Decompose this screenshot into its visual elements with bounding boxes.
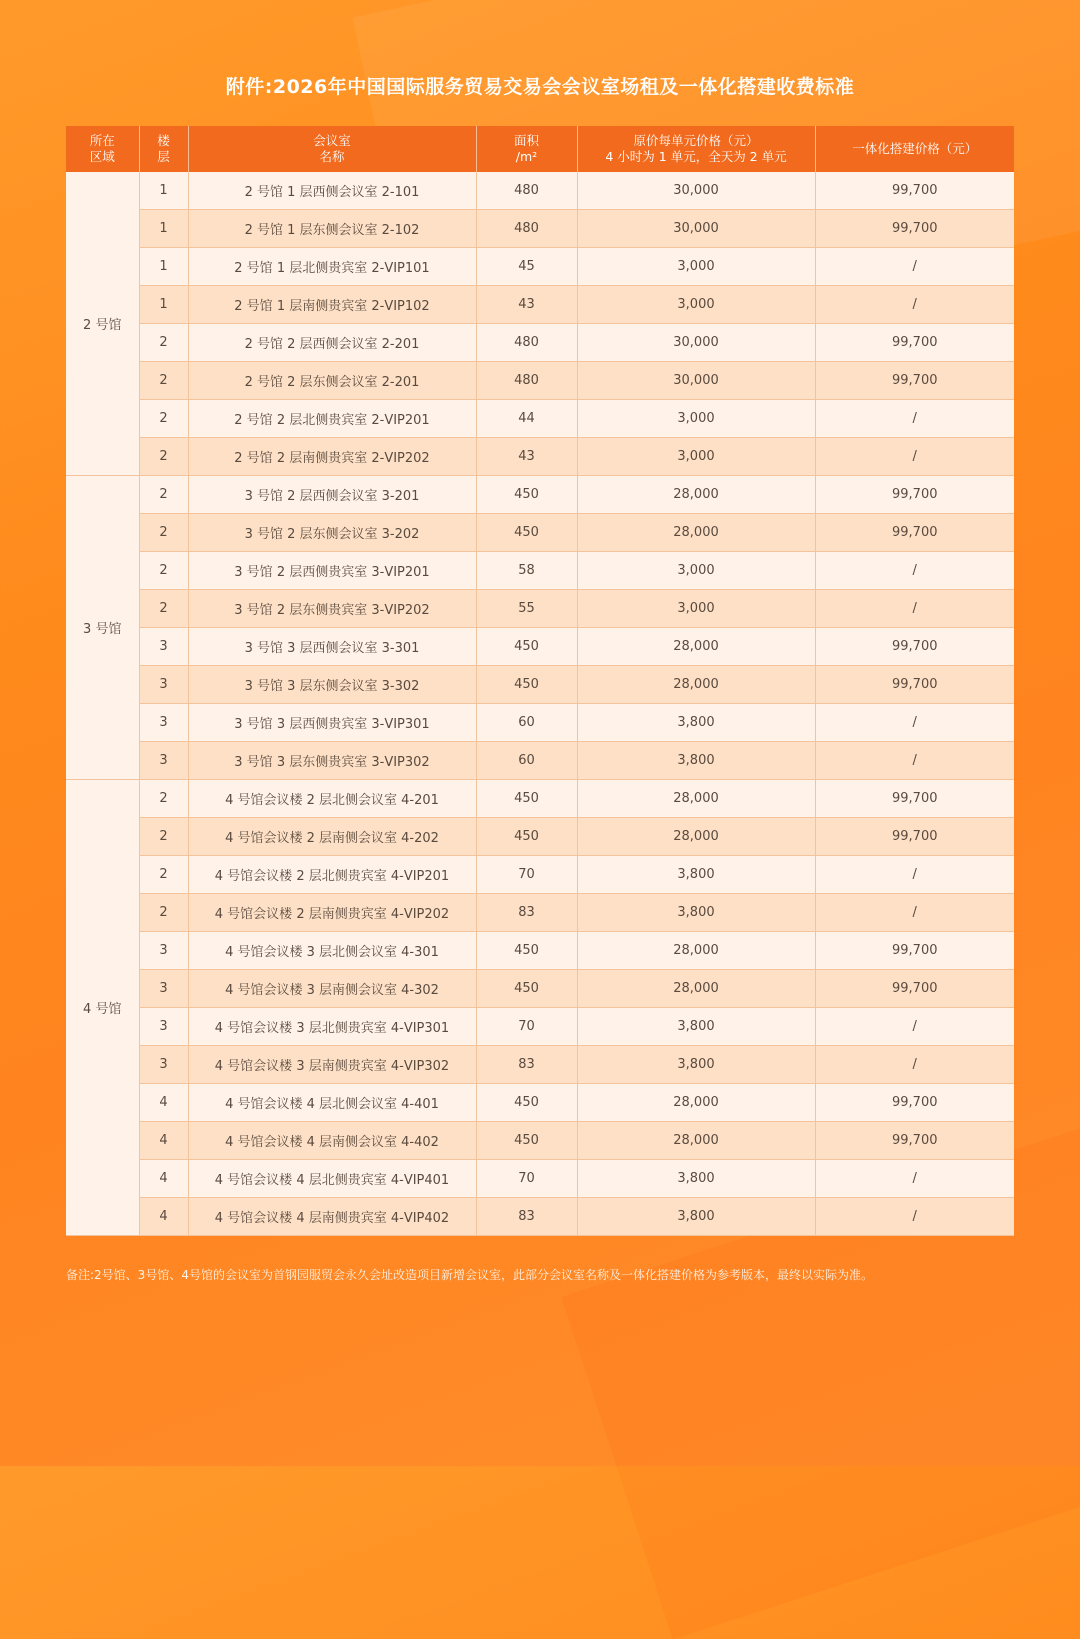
table-row [66, 400, 1014, 438]
table-row [66, 1160, 1014, 1198]
table-row [66, 248, 1014, 286]
build-price-cell: 99,700 [815, 780, 1014, 818]
floor-cell: 1 [139, 210, 188, 248]
build-price-cell: / [815, 1160, 1014, 1198]
area-cell: 450 [476, 1084, 577, 1122]
build-price-cell: / [815, 1198, 1014, 1236]
floor-cell: 4 [139, 1160, 188, 1198]
table-row [66, 704, 1014, 742]
unit-price-cell: 28,000 [577, 1122, 815, 1160]
floor-cell: 3 [139, 1046, 188, 1084]
build-price-cell: 99,700 [815, 818, 1014, 856]
unit-price-cell: 28,000 [577, 628, 815, 666]
table-row [66, 590, 1014, 628]
table-row [66, 438, 1014, 476]
unit-price-cell: 3,000 [577, 438, 815, 476]
area-cell: 450 [476, 970, 577, 1008]
room-name-cell: 4 号馆会议楼 3 层北侧会议室 4-301 [188, 932, 476, 970]
room-name-cell: 4 号馆会议楼 2 层南侧贵宾室 4-VIP202 [188, 894, 476, 932]
build-price-cell: 99,700 [815, 932, 1014, 970]
room-name-cell: 4 号馆会议楼 4 层南侧贵宾室 4-VIP402 [188, 1198, 476, 1236]
area-cell: 450 [476, 666, 577, 704]
header-price-line2: 4 小时为 1 单元，全天为 2 单元 [605, 149, 787, 164]
unit-price-cell: 3,800 [577, 1198, 815, 1236]
area-cell: 60 [476, 742, 577, 780]
unit-price-cell: 3,800 [577, 1008, 815, 1046]
unit-price-cell: 28,000 [577, 970, 815, 1008]
header-room-line2: 名称 [319, 149, 345, 164]
floor-cell: 2 [139, 324, 188, 362]
table-row [66, 1122, 1014, 1160]
table-row [66, 286, 1014, 324]
room-name-cell: 4 号馆会议楼 4 层南侧会议室 4-402 [188, 1122, 476, 1160]
table-row [66, 362, 1014, 400]
area-cell: 55 [476, 590, 577, 628]
build-price-cell: 99,700 [815, 628, 1014, 666]
room-name-cell: 4 号馆会议楼 2 层北侧会议室 4-201 [188, 780, 476, 818]
table-row [66, 476, 1014, 514]
room-name-cell: 4 号馆会议楼 2 层南侧会议室 4-202 [188, 818, 476, 856]
unit-price-cell: 3,800 [577, 1046, 815, 1084]
table-row [66, 324, 1014, 362]
build-price-cell: 99,700 [815, 514, 1014, 552]
area-cell: 480 [476, 210, 577, 248]
floor-cell: 4 [139, 1084, 188, 1122]
area-cell: 43 [476, 286, 577, 324]
floor-cell: 1 [139, 248, 188, 286]
area-cell: 450 [476, 514, 577, 552]
build-price-cell: / [815, 590, 1014, 628]
area-cell: 450 [476, 476, 577, 514]
area-cell: 480 [476, 362, 577, 400]
unit-price-cell: 30,000 [577, 172, 815, 210]
build-price-cell: 99,700 [815, 172, 1014, 210]
floor-cell: 2 [139, 400, 188, 438]
unit-price-cell: 28,000 [577, 476, 815, 514]
area-cell: 480 [476, 324, 577, 362]
build-price-cell: / [815, 742, 1014, 780]
header-floor [139, 126, 188, 172]
room-name-cell: 2 号馆 1 层南侧贵宾室 2-VIP102 [188, 286, 476, 324]
area-cell: 45 [476, 248, 577, 286]
floor-cell: 2 [139, 362, 188, 400]
unit-price-cell: 28,000 [577, 780, 815, 818]
table-row [66, 172, 1014, 210]
build-price-cell: 99,700 [815, 970, 1014, 1008]
table-row [66, 894, 1014, 932]
fee-table [66, 126, 1014, 1236]
table-row [66, 1008, 1014, 1046]
unit-price-cell: 3,000 [577, 248, 815, 286]
room-name-cell: 3 号馆 2 层西侧会议室 3-201 [188, 476, 476, 514]
area-cell: 44 [476, 400, 577, 438]
floor-cell: 1 [139, 286, 188, 324]
table-row [66, 1046, 1014, 1084]
header-price-line1: 原价每单元价格（元） [633, 133, 759, 148]
footnote: 备注:2号馆、3号馆、4号馆的会议室为首钢园服贸会永久会址改造项目新增会议室，此部分会议室名称及一体化搭建价格为参考版本，最终以实际为准。 [66, 1268, 873, 1282]
unit-price-cell: 3,000 [577, 400, 815, 438]
table-row [66, 970, 1014, 1008]
build-price-cell: 99,700 [815, 476, 1014, 514]
unit-price-cell: 3,800 [577, 894, 815, 932]
room-name-cell: 2 号馆 1 层西侧会议室 2-101 [188, 172, 476, 210]
unit-price-cell: 3,800 [577, 856, 815, 894]
table-row [66, 666, 1014, 704]
build-price-cell: / [815, 1008, 1014, 1046]
build-price-cell: / [815, 286, 1014, 324]
floor-cell: 3 [139, 742, 188, 780]
header-area [476, 126, 577, 172]
build-price-cell: / [815, 894, 1014, 932]
unit-price-cell: 28,000 [577, 514, 815, 552]
build-price-cell: 99,700 [815, 666, 1014, 704]
page-title: 附件:2026年中国国际服务贸易交易会会议室场租及一体化搭建收费标准 [225, 76, 855, 98]
area-cell: 450 [476, 1122, 577, 1160]
floor-cell: 2 [139, 590, 188, 628]
table-row [66, 1084, 1014, 1122]
table-row [66, 742, 1014, 780]
floor-cell: 2 [139, 780, 188, 818]
area-cell: 480 [476, 172, 577, 210]
table-header-row [66, 126, 1014, 172]
floor-cell: 3 [139, 1008, 188, 1046]
build-price-cell: 99,700 [815, 362, 1014, 400]
floor-cell: 4 [139, 1198, 188, 1236]
unit-price-cell: 28,000 [577, 666, 815, 704]
room-name-cell: 3 号馆 3 层东侧会议室 3-302 [188, 666, 476, 704]
table-row [66, 856, 1014, 894]
room-name-cell: 2 号馆 2 层东侧会议室 2-201 [188, 362, 476, 400]
unit-price-cell: 3,800 [577, 742, 815, 780]
header-room [188, 126, 476, 172]
table-row [66, 1198, 1014, 1236]
header-floor-line1: 楼 [157, 133, 170, 148]
header-floor-line2: 层 [157, 149, 170, 164]
area-cell: 43 [476, 438, 577, 476]
room-name-cell: 3 号馆 2 层西侧贵宾室 3-VIP201 [188, 552, 476, 590]
room-name-cell: 2 号馆 2 层西侧会议室 2-201 [188, 324, 476, 362]
area-cell: 83 [476, 894, 577, 932]
floor-cell: 3 [139, 628, 188, 666]
header-build-line: 一体化搭建价格（元） [852, 141, 978, 156]
unit-price-cell: 3,000 [577, 552, 815, 590]
zone-cell: 3 号馆 [66, 476, 139, 780]
area-cell: 70 [476, 1160, 577, 1198]
room-name-cell: 4 号馆会议楼 3 层北侧贵宾室 4-VIP301 [188, 1008, 476, 1046]
floor-cell: 3 [139, 666, 188, 704]
floor-cell: 2 [139, 894, 188, 932]
build-price-cell: 99,700 [815, 1122, 1014, 1160]
header-room-line1: 会议室 [313, 133, 351, 148]
header-zone-line2: 区域 [89, 149, 115, 164]
zone-cell: 4 号馆 [66, 780, 139, 1236]
room-name-cell: 2 号馆 1 层东侧会议室 2-102 [188, 210, 476, 248]
room-name-cell: 3 号馆 2 层东侧会议室 3-202 [188, 514, 476, 552]
build-price-cell: 99,700 [815, 324, 1014, 362]
room-name-cell: 3 号馆 3 层西侧会议室 3-301 [188, 628, 476, 666]
build-price-cell: 99,700 [815, 210, 1014, 248]
table-row [66, 514, 1014, 552]
header-price [577, 126, 815, 172]
unit-price-cell: 3,800 [577, 704, 815, 742]
floor-cell: 2 [139, 552, 188, 590]
room-name-cell: 3 号馆 3 层东侧贵宾室 3-VIP302 [188, 742, 476, 780]
table-row [66, 780, 1014, 818]
room-name-cell: 4 号馆会议楼 3 层南侧贵宾室 4-VIP302 [188, 1046, 476, 1084]
area-cell: 450 [476, 818, 577, 856]
floor-cell: 4 [139, 1122, 188, 1160]
area-cell: 450 [476, 780, 577, 818]
floor-cell: 2 [139, 514, 188, 552]
table-row [66, 552, 1014, 590]
unit-price-cell: 30,000 [577, 210, 815, 248]
room-name-cell: 2 号馆 2 层北侧贵宾室 2-VIP201 [188, 400, 476, 438]
build-price-cell: 99,700 [815, 1084, 1014, 1122]
unit-price-cell: 28,000 [577, 932, 815, 970]
floor-cell: 3 [139, 704, 188, 742]
zone-cell: 2 号馆 [66, 172, 139, 476]
area-cell: 83 [476, 1198, 577, 1236]
area-cell: 450 [476, 932, 577, 970]
unit-price-cell: 28,000 [577, 1084, 815, 1122]
room-name-cell: 4 号馆会议楼 4 层北侧会议室 4-401 [188, 1084, 476, 1122]
area-cell: 83 [476, 1046, 577, 1084]
area-cell: 450 [476, 628, 577, 666]
floor-cell: 2 [139, 818, 188, 856]
unit-price-cell: 28,000 [577, 818, 815, 856]
floor-cell: 2 [139, 476, 188, 514]
build-price-cell: / [815, 1046, 1014, 1084]
header-zone [66, 126, 139, 172]
build-price-cell: / [815, 438, 1014, 476]
build-price-cell: / [815, 400, 1014, 438]
floor-cell: 2 [139, 856, 188, 894]
build-price-cell: / [815, 552, 1014, 590]
floor-cell: 3 [139, 932, 188, 970]
room-name-cell: 2 号馆 1 层北侧贵宾室 2-VIP101 [188, 248, 476, 286]
build-price-cell: / [815, 704, 1014, 742]
header-area-line2: /m² [515, 149, 538, 164]
table-body [66, 172, 1014, 1236]
room-name-cell: 3 号馆 3 层西侧贵宾室 3-VIP301 [188, 704, 476, 742]
area-cell: 58 [476, 552, 577, 590]
unit-price-cell: 30,000 [577, 362, 815, 400]
floor-cell: 2 [139, 438, 188, 476]
build-price-cell: / [815, 856, 1014, 894]
room-name-cell: 4 号馆会议楼 4 层北侧贵宾室 4-VIP401 [188, 1160, 476, 1198]
room-name-cell: 3 号馆 2 层东侧贵宾室 3-VIP202 [188, 590, 476, 628]
unit-price-cell: 30,000 [577, 324, 815, 362]
room-name-cell: 4 号馆会议楼 3 层南侧会议室 4-302 [188, 970, 476, 1008]
header-zone-line1: 所在 [89, 133, 115, 148]
header-build-price [815, 126, 1014, 172]
unit-price-cell: 3,800 [577, 1160, 815, 1198]
table-row [66, 818, 1014, 856]
table-row [66, 210, 1014, 248]
floor-cell: 1 [139, 172, 188, 210]
table-row [66, 932, 1014, 970]
unit-price-cell: 3,000 [577, 286, 815, 324]
area-cell: 70 [476, 1008, 577, 1046]
unit-price-cell: 3,000 [577, 590, 815, 628]
table-row [66, 628, 1014, 666]
room-name-cell: 2 号馆 2 层南侧贵宾室 2-VIP202 [188, 438, 476, 476]
area-cell: 60 [476, 704, 577, 742]
area-cell: 70 [476, 856, 577, 894]
room-name-cell: 4 号馆会议楼 2 层北侧贵宾室 4-VIP201 [188, 856, 476, 894]
header-area-line1: 面积 [513, 133, 539, 148]
build-price-cell: / [815, 248, 1014, 286]
floor-cell: 3 [139, 970, 188, 1008]
